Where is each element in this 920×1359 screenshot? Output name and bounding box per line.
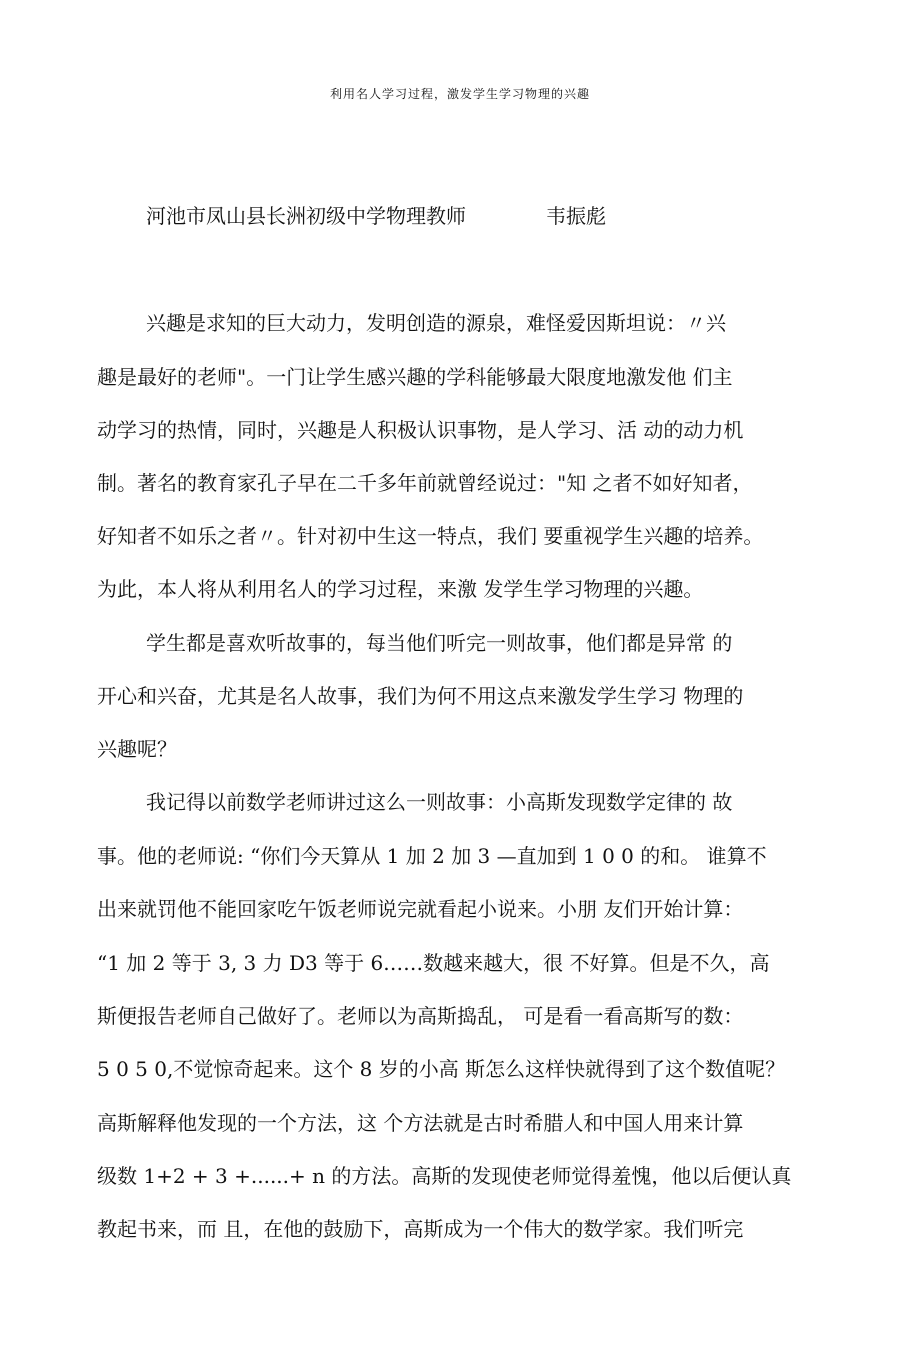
body-line: 教起书来，而 且，在他的鼓励下，高斯成为一个伟大的数学家。我们听完 — [97, 1217, 744, 1241]
byline — [146, 200, 606, 229]
body-line: “1 加 2 等于 3, 3 力 D3 等于 6……数越来越大，很 不好算。但是不久，高 — [97, 951, 770, 975]
document-title: 利用名人学习过程，激发学生学习物理的兴趣 — [329, 87, 590, 101]
body-line: 5 0 5 0,不觉惊奇起来。这个 8 岁的小高 斯怎么这样快就得到了这个数值呢？ — [97, 1057, 786, 1081]
body-line: 斯便报告老师自己做好了。老师以为高斯捣乱， 可是看一看高斯写的数： — [97, 1004, 744, 1028]
body-line: 制。著名的教育家孔子早在二千多年前就曾经说过："知 之者不如好知者， — [97, 471, 753, 495]
body-line: 学生都是喜欢听故事的，每当他们听完一则故事，他们都是异常 的 — [146, 631, 733, 655]
body-line: 我记得以前数学老师讲过这么一则故事：小高斯发现数学定律的 故 — [146, 790, 733, 814]
body-line: 高斯解释他发现的一个方法，这 个方法就是古时希腊人和中国人用来计算 — [97, 1111, 744, 1135]
body-line: 兴趣是求知的巨大动力，发明创造的源泉，难怪爱因斯坦说：〃兴 — [146, 311, 726, 335]
body-line: 兴趣呢？ — [97, 737, 177, 761]
body-line: 开心和兴奋，尤其是名人故事，我们为何不用这点来激发学生学习 物理的 — [97, 684, 744, 708]
body-line: 好知者不如乐之者〃。针对初中生这一特点，我们 要重视学生兴趣的培养。 — [97, 524, 764, 548]
body-line: 级数 1+2 + 3 +......+ n 的方法。高斯的发现使老师觉得羞愧，他以后便认真 — [97, 1164, 792, 1188]
body-line: 出来就罚他不能回家吃午饭老师说完就看起小说来。小朋 友们开始计算： — [97, 897, 744, 921]
body-line: 动学习的热情，同时，兴趣是人积极认识事物，是人学习、活 动的动力机 — [97, 418, 744, 442]
body-line: 趣是最好的老师"。一门让学生感兴趣的学科能够最大限度地激发他 们主 — [97, 365, 733, 389]
author-name: 韦振彪 — [546, 204, 606, 228]
body-line: 事。他的老师说: “你们今天算从 1 加 2 加 3 —直加到 1 0 0 的和。 谁算不 — [97, 844, 767, 868]
body-line: 为此，本人将从利用名人的学习过程，来激 发学生学习物理的兴趣。 — [97, 577, 704, 601]
author-affiliation: 河池市凤山县长洲初级中学物理教师 — [146, 204, 466, 228]
